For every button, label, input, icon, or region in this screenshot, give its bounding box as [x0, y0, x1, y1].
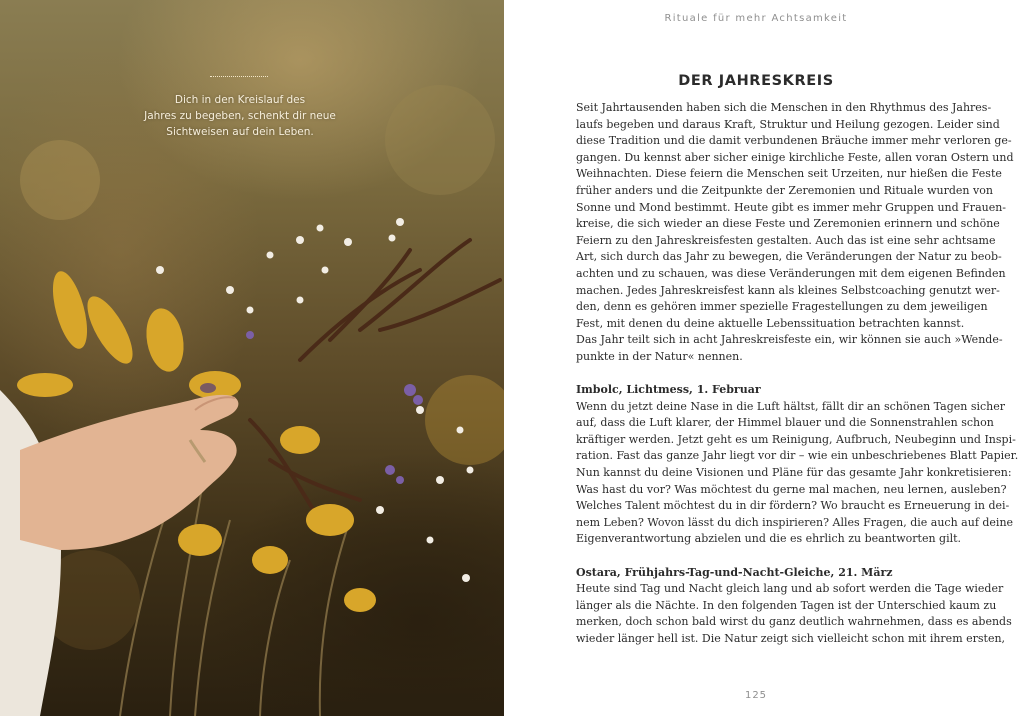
text-line: den, denn es gehören immer spezielle Fragestellungen zu dem jeweiligen: [576, 300, 988, 314]
text-line: Heute sind Tag und Nacht gleich lang und ab sofort werden die Tage wieder: [576, 582, 1004, 596]
text-line: früher anders und die Zeitpunkte der Zeremonien und Rituale wurden von: [576, 183, 993, 197]
text-line: Art, sich durch das Jahr zu bewegen, die Veränderungen der Natur zu beob-: [576, 250, 1002, 264]
text-page: [504, 0, 1018, 716]
text-line: Was hast du vor? Was möchtest du gerne mal machen, neu lernen, ausleben?: [576, 482, 1007, 496]
text-line: achten und zu schauen, was diese Veränderungen mit dem eigenen Befinden: [576, 266, 1006, 280]
photo-page: [0, 0, 504, 716]
text-line: Feiern zu den Jahreskreisfesten gestalten. Auch das ist eine sehr achtsame: [576, 233, 996, 247]
text-line: laufs begeben und daraus Kraft, Struktur und Heilung gezogen. Leider sind: [576, 117, 1000, 131]
text-line: kräftiger werden. Jetzt geht es um Reinigung, Aufbruch, Neubeginn und Inspi-: [576, 432, 1016, 446]
text-line: diese Tradition und die damit verbundenen Bräuche immer mehr verloren ge-: [576, 134, 1012, 148]
text-line: merken, doch schon bald wirst du ganz deutlich wahrnehmen, dass es abends: [576, 615, 1012, 629]
section-heading: Imbolc, Lichtmess, 1. Februar: [576, 383, 761, 397]
text-line: Welches Talent möchtest du in dir fördern? Wo braucht es Erneuerung in dei-: [576, 499, 1010, 513]
text-line: auf, dass die Luft klarer, der Himmel blauer und die Sonnenstrahlen schon: [576, 416, 994, 430]
caption-line: Jahres zu begeben, schenkt dir neue: [144, 110, 336, 122]
text-line: Das Jahr teilt sich in acht Jahreskreisfeste ein, wir können sie auch »Wende-: [576, 333, 1003, 347]
text-line: Weihnachten. Diese feiern die Menschen seit Urzeiten, nur hießen die Feste: [576, 167, 1002, 181]
text-line: Wenn du jetzt deine Nase in die Luft hältst, fällt dir an schönen Tagen sicher: [576, 399, 1006, 413]
text-line: Nun kannst du deine Visionen und Pläne für das gesamte Jahr konkretisieren:: [576, 466, 1012, 480]
caption-line: Sichtweisen auf dein Leben.: [166, 126, 314, 138]
text-line: machen. Jedes Jahreskreisfest kann als kleines Selbstcoaching genutzt wer-: [576, 283, 1000, 297]
page-number: 125: [744, 690, 768, 701]
text-line: kreise, die sich wieder an diese Feste und Zeremonien erinnern und schöne: [576, 217, 1000, 231]
section-heading: Ostara, Frühjahrs-Tag-und-Nacht-Gleiche, 21. März: [576, 565, 893, 579]
text-line: Fest, mit denen du deine aktuelle Lebenssituation betrachten kannst.: [576, 316, 965, 330]
photo-caption: [140, 92, 340, 140]
text-line: Eigenverantwortung abzielen und die es ehrlich zu beantworten gilt.: [576, 532, 962, 546]
caption-line: Dich in den Kreislauf des: [174, 94, 306, 106]
text-line: ration. Fast das ganze Jahr liegt vor dir – wie ein unbeschriebenes Blatt Papier.: [576, 449, 1018, 463]
text-line: länger als die Nächte. In den folgenden Tagen ist der Unterschied kaum zu: [576, 598, 997, 612]
text-line: nem Leben? Wovon lässt du dich inspirieren? Alles Fragen, die auch auf deine: [576, 515, 1014, 529]
running-head: Rituale für mehr Achtsamkeit: [664, 13, 848, 24]
text-line: Seit Jahrtausenden haben sich die Menschen in den Rhythmus des Jahres-: [576, 101, 992, 114]
text-line: punkte in der Natur« nennen.: [576, 349, 743, 363]
page-title: DER JAHRESKREIS: [678, 73, 834, 89]
body-text: [576, 100, 1018, 648]
text-line: Sonne und Mond bestimmt. Heute gibt es immer mehr Gruppen und Frauen-: [576, 200, 1007, 214]
text-line: wieder länger hell ist. Die Natur zeigt sich vielleicht schon mit ihrem ersten,: [576, 632, 1006, 645]
caption-divider: [210, 76, 268, 77]
text-line: gangen. Du kennst aber sicher einige kirchliche Feste, allen voran Ostern und: [576, 150, 1014, 164]
